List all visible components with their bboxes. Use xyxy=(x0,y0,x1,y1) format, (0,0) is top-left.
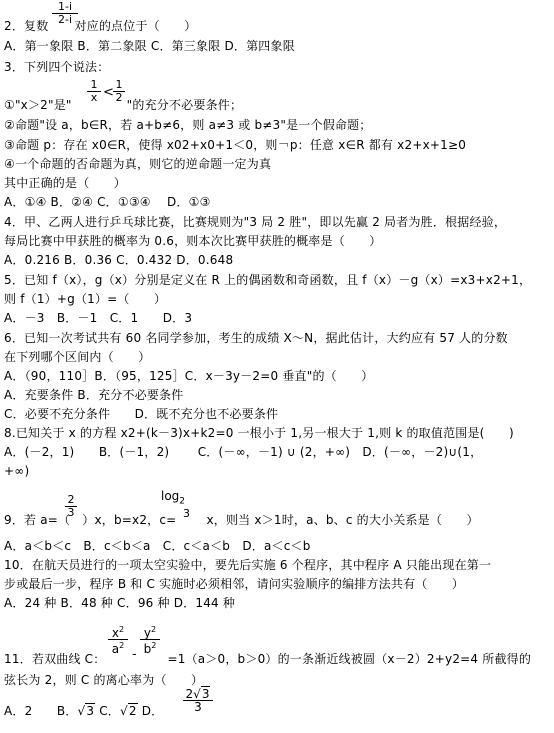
q2-fraction-numerator: 1-i xyxy=(57,0,73,13)
q5-line-2: 则 f（1）+g（1）=（ ） xyxy=(4,292,167,306)
q11-option-d-radicand: 3 xyxy=(201,687,210,701)
q3-statement-3: ③命题 p：存在 x0∈R，使得 x02+x0+1＜0，则￢p：任意 x∈R 都有 x2+x+1≥0 xyxy=(4,138,467,152)
q5-line-1: 5．已知 f（x），g（x）分别是定义在 R 上的偶函数和奇函数，且 f（x）－g（x）=x3+x2+1， xyxy=(4,273,532,287)
q11-line-2: 弦长为 2，则 C 的离心率为（ ） xyxy=(4,673,204,687)
q9-log xyxy=(161,490,185,507)
q3-fraction-2-numerator: 1 xyxy=(115,78,123,91)
q11-option-b-radicand: 3 xyxy=(86,704,95,718)
q11-minus: - xyxy=(132,647,137,662)
q5-options: A．－3 B．－1 C．1 D．3 xyxy=(4,311,193,325)
radical-sign-icon: √ xyxy=(119,704,128,718)
q11-fraction-y-numerator xyxy=(140,624,160,639)
q11-b: b xyxy=(143,642,152,656)
radical-sign-icon: √ xyxy=(77,704,86,718)
q11-y-square: 2 xyxy=(151,625,157,634)
q3-fraction-2-denominator: 2 xyxy=(115,91,123,104)
q11-option-d-label: D． xyxy=(141,704,164,718)
q10-options: A．24 种 B．48 种 C．96 种 D．144 种 xyxy=(4,596,236,610)
q11-stem-suffix: =1（a＞0，b＞0）的一条渐近线被圆（x－2）2+y2=4 所截得的 xyxy=(167,652,532,666)
q3-question: 其中正确的是（ ） xyxy=(4,176,127,190)
q11-option-d-fraction xyxy=(183,688,213,713)
q11-option-d-denominator: 3 xyxy=(194,700,202,714)
q9-stem-part-b: ）x，b=x2，c= xyxy=(82,513,177,527)
radical-sign-icon: √ xyxy=(193,687,201,701)
q4-line-1: 4．甲、乙两人进行乒乓球比赛，比赛规则为"3 局 2 胜"，即以先赢 2 局者为胜．根据经验， xyxy=(4,215,507,229)
q2-stem-suffix: 对应的点位于（ ） xyxy=(74,19,197,33)
q11-y: y xyxy=(143,626,151,640)
q9-log-base: 2 xyxy=(179,496,186,507)
q11-options-a-b: A．2 B． xyxy=(4,704,78,718)
q9-log-argument: 3 xyxy=(183,507,190,520)
q11-fraction-x-numerator xyxy=(108,624,128,639)
q9-stem xyxy=(4,512,479,528)
q6-line-4: A．充要条件 B．充分不必要条件 xyxy=(4,388,184,402)
q11-stem xyxy=(4,647,532,667)
q3-fraction-1-numerator: 1 xyxy=(90,78,98,91)
q9-stem-part-a: 9．若 a=（ xyxy=(4,513,71,527)
q8-line-1: 8.已知关于 x 的方程 x2+(k－3)x+k2=0 一根小于 1,另一根大于 1,则 k 的取值范围是( ) xyxy=(4,426,514,440)
q4-options: A．0.216 B．0.36 C．0.432 D．0.648 xyxy=(4,253,234,267)
q9-fraction-numerator: 2 xyxy=(67,493,75,506)
q9-options: A．a＜b＜c B．c＜b＜a C．c＜a＜b D．a＜c＜b xyxy=(4,539,311,553)
q2-fraction-denominator: 2-i xyxy=(57,13,73,26)
q11-option-c-radical xyxy=(120,703,138,719)
q3-statement-1-prefix: ①"x＞2"是" xyxy=(4,98,72,112)
q10-line-1: 10．在航天员进行的一项太空实验中，要先后实施 6 个程序，其中程序 A 只能出现在第一 xyxy=(4,558,492,572)
q11-option-b-radical xyxy=(77,703,95,719)
q11-option-d-numerator xyxy=(183,688,213,700)
q11-b-square: 2 xyxy=(151,641,157,650)
q3-statement-1-suffix: "的充分不必要条件； xyxy=(126,98,243,112)
q6-line-3: A．（90，110］B．（95，125］C．x－3y－2=0 垂直"的（ ） xyxy=(4,369,374,383)
q3-statement-4: ④一个命题的否命题为真，则它的逆命题一定为真 xyxy=(4,157,272,171)
q2-stem-prefix: 2．复数 xyxy=(4,19,49,33)
q6-line-2: 在下列哪个区间内（ ） xyxy=(4,350,151,364)
q3-statement-2: ②命题"设 a，b∈R，若 a+b≠6，则 a≠3 或 b≠3"是一个假命题； xyxy=(4,118,372,132)
q10-line-2: 步或最后一步，程序 B 和 C 实施时必须相邻，请问实验顺序的编排方法共有（ ） xyxy=(4,577,465,591)
q3-less-than: < xyxy=(103,85,114,100)
q3-title: 3．下列四个说法： xyxy=(4,60,110,74)
q11-option-c-radicand: 2 xyxy=(128,704,137,718)
q8-line-3: +∞) xyxy=(4,464,30,478)
q11-option-c-label: C． xyxy=(99,704,120,718)
q11-x-square: 2 xyxy=(119,625,125,634)
q2-stem xyxy=(4,18,196,34)
q11-x: x xyxy=(111,626,119,640)
q6-line-1: 6．已知一次考试共有 60 名同学参加，考生的成绩 X～N，据此估计，大约应有 57 人的分数 xyxy=(4,331,508,345)
q9-stem-part-c: x，则当 x＞1时，a、b、c 的大小关系是（ ） xyxy=(206,513,479,527)
q3-statement-1 xyxy=(4,97,242,113)
q9-log-text: log xyxy=(161,489,180,503)
q11-options xyxy=(4,703,163,719)
q11-a-square: 2 xyxy=(119,641,125,650)
q9-fraction-denominator: 3 xyxy=(67,506,75,519)
q11-a: a xyxy=(111,642,120,656)
q11-option-d-radical xyxy=(193,688,210,700)
q3-fraction-1-denominator: x xyxy=(90,91,98,104)
q4-line-2: 每局比赛中甲获胜的概率为 0.6，则本次比赛甲获胜的概率是（ ） xyxy=(4,234,382,248)
q6-line-5: C．必要不充分条件 D．既不充分也不必要条件 xyxy=(4,407,279,421)
q8-line-2: A．(－2，1) B．(－1，2) C．(－∞，－1) ∪ (2，+∞) D．(－∞，－2)∪(1， xyxy=(4,445,483,459)
q11-option-d-coefficient: 2 xyxy=(185,687,194,701)
q11-stem-prefix: 11．若双曲线 C： xyxy=(4,652,106,666)
q2-options: A．第一象限 B．第二象限 C．第三象限 D．第四象限 xyxy=(4,39,295,53)
q3-options: A．①④ B．②④ C．①③④ D．①③ xyxy=(4,195,211,209)
